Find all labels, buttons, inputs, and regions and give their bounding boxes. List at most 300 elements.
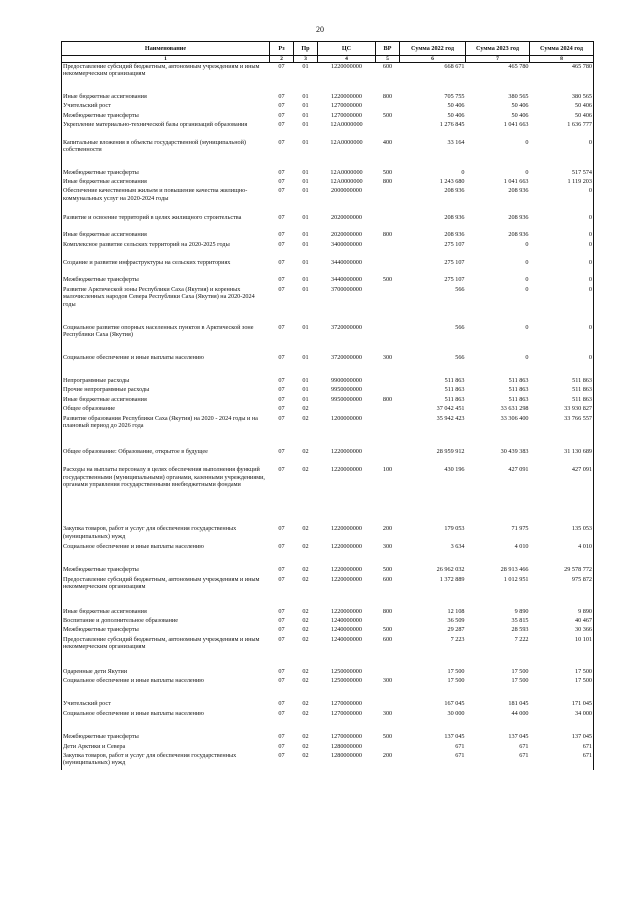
row-sum-2023: 17 500 xyxy=(511,676,529,684)
row-cs: 3440000000 xyxy=(331,258,362,266)
header-sum-2023: Сумма 2023 год xyxy=(466,42,530,56)
row-rz: 07 xyxy=(278,635,285,643)
row-cs: 1270000000 xyxy=(331,111,362,119)
row-pr: 02 xyxy=(302,667,309,675)
row-sum-2024: 33 766 557 xyxy=(530,415,594,433)
row-cs: 12А0000000 xyxy=(330,138,363,146)
row-vr: 300 xyxy=(382,543,393,551)
row-sum-2024: 17 500 xyxy=(530,677,594,686)
row-pr: 02 xyxy=(302,617,309,624)
row-sum-2022: 668 671 xyxy=(444,63,465,70)
row-cs: 1250000000 xyxy=(331,676,362,684)
row-sum-2022: 36 509 xyxy=(447,617,465,624)
row-pr: 02 xyxy=(302,709,309,717)
table-row xyxy=(62,259,594,277)
row-vr xyxy=(376,686,400,709)
row-cs: 9950000000 xyxy=(331,395,362,403)
row-sum-2023: 181 045 xyxy=(508,700,529,708)
row-name: Одаренные дети Якутии xyxy=(62,654,270,677)
row-sum-2023: 511 863 xyxy=(508,377,529,385)
table-header-row xyxy=(62,42,594,56)
row-sum-2023: 671 xyxy=(519,742,529,750)
row-rz: 07 xyxy=(278,111,285,119)
table-row xyxy=(62,710,594,719)
row-sum-2023: 1 041 663 xyxy=(503,120,529,128)
row-cs: 3700000000 xyxy=(331,285,362,293)
row-sum-2024: 517 574 xyxy=(530,157,594,178)
row-pr: 01 xyxy=(302,395,309,403)
row-cs: 12А0000000 xyxy=(330,120,363,128)
row-vr: 600 xyxy=(382,63,393,70)
row-rz: 07 xyxy=(278,102,285,110)
row-name: Социальное обеспечение и иные выплаты населению xyxy=(62,710,270,719)
row-name: Развитие Арктической зоны Республики Саха (Якутия) и коренных малочисленных народов Севера Республики Саха (Якутия) на 2020-2024 годы xyxy=(62,286,270,312)
row-rz: 07 xyxy=(278,733,285,741)
row-vr: 800 xyxy=(382,231,393,239)
table-row xyxy=(62,102,594,111)
row-sum-2022: 566 xyxy=(455,323,465,331)
row-sum-2023: 511 863 xyxy=(508,395,529,403)
row-name: Межбюджетные трансферты xyxy=(62,626,270,635)
row-pr: 02 xyxy=(302,466,309,474)
table-row xyxy=(62,139,594,157)
row-sum-2024: 0 xyxy=(530,312,594,342)
row-cs: 3720000000 xyxy=(331,323,362,331)
row-name: Укрепление материально-технической базы организаций образования xyxy=(62,121,270,139)
row-vr: 400 xyxy=(382,138,393,146)
column-number: 6 xyxy=(400,56,466,63)
row-vr: 800 xyxy=(382,607,393,615)
row-pr: 01 xyxy=(302,353,309,361)
budget-table xyxy=(61,41,594,770)
row-sum-2023: 17 500 xyxy=(511,667,529,675)
row-sum-2022: 208 936 xyxy=(444,213,465,221)
header-rz: Рз xyxy=(270,42,294,56)
row-cs xyxy=(318,405,376,414)
row-vr: 200 xyxy=(382,751,393,759)
row-cs: 1200000000 xyxy=(331,414,362,422)
table-row xyxy=(62,286,594,312)
row-sum-2022: 29 287 xyxy=(447,626,465,634)
table-row xyxy=(62,363,594,386)
row-sum-2022: 0 xyxy=(461,168,465,176)
row-pr: 01 xyxy=(302,187,309,195)
row-sum-2023: 28 593 xyxy=(511,626,529,634)
row-rz: 07 xyxy=(278,285,285,293)
table-row xyxy=(62,178,594,187)
row-sum-2023: 137 045 xyxy=(508,733,529,741)
row-name: Иные бюджетные ассигнования xyxy=(62,231,270,240)
row-rz: 07 xyxy=(278,575,285,583)
row-sum-2024: 50 406 xyxy=(530,102,594,111)
row-name: Межбюджетные трансферты xyxy=(62,276,270,285)
row-sum-2022: 511 863 xyxy=(444,377,465,385)
row-rz: 07 xyxy=(278,276,285,284)
row-pr: 02 xyxy=(302,525,309,533)
row-sum-2022: 35 942 423 xyxy=(436,414,465,422)
row-rz: 07 xyxy=(278,709,285,717)
row-rz: 07 xyxy=(278,607,285,615)
row-name: Социальное обеспечение и иные выплаты населению xyxy=(62,543,270,552)
row-rz: 07 xyxy=(278,92,285,100)
row-cs: 1220000000 xyxy=(331,543,362,551)
row-rz: 07 xyxy=(278,742,285,750)
row-vr xyxy=(376,415,400,433)
table-row xyxy=(62,396,594,405)
table-row xyxy=(62,241,594,259)
row-sum-2024: 511 863 xyxy=(530,386,594,395)
row-sum-2023: 28 913 466 xyxy=(500,566,529,574)
row-name: Развитие и освоение территорий в целях жилищного строительства xyxy=(62,214,270,232)
row-name: Общее образование: Образование, открытое в будущее xyxy=(62,432,270,466)
row-pr: 01 xyxy=(302,120,309,128)
row-name: Закупка товаров, работ и услуг для обеспечения государственных (муниципальных) нужд xyxy=(62,752,270,770)
row-name: Учительский рост xyxy=(62,102,270,111)
row-pr: 02 xyxy=(302,414,309,422)
row-pr: 02 xyxy=(302,676,309,684)
row-name: Предоставление субсидий бюджетным, автономным учреждениям и иным некоммерческим организациям xyxy=(62,576,270,594)
row-sum-2022: 33 164 xyxy=(447,138,465,146)
row-name: Капитальные вложения в объекты государственной (муниципальной) собственности xyxy=(62,139,270,157)
row-pr: 01 xyxy=(302,285,309,293)
row-sum-2023: 465 780 xyxy=(508,63,529,70)
row-cs: 1220000000 xyxy=(331,575,362,583)
row-sum-2023: 71 975 xyxy=(511,525,529,533)
row-name: Развитие образования Республики Саха (Якутия) на 2020 - 2024 годы и на плановый период до 2026 года xyxy=(62,415,270,433)
row-sum-2023: 0 xyxy=(525,168,529,176)
table-row xyxy=(62,576,594,594)
row-name: Предоставление субсидий бюджетным, автономным учреждениям и иным некоммерческим организациям xyxy=(62,63,270,81)
row-cs: 9950000000 xyxy=(331,386,362,394)
column-number: 8 xyxy=(530,56,594,63)
row-rz: 07 xyxy=(278,187,285,195)
column-number: 7 xyxy=(466,56,530,63)
row-pr: 01 xyxy=(302,177,309,185)
row-name: Непрограммные расходы xyxy=(62,363,270,386)
row-sum-2022: 17 500 xyxy=(447,676,465,684)
table-row xyxy=(62,231,594,240)
row-rz: 07 xyxy=(278,231,285,239)
row-name: Иные бюджетные ассигнования xyxy=(62,81,270,102)
row-rz: 07 xyxy=(278,405,285,413)
row-sum-2024: 0 xyxy=(530,241,594,259)
row-pr: 01 xyxy=(302,111,309,119)
row-rz: 07 xyxy=(278,525,285,533)
row-cs: 1250000000 xyxy=(331,667,362,675)
row-vr xyxy=(376,312,400,342)
row-vr xyxy=(376,286,400,312)
row-cs: 1280000000 xyxy=(331,751,362,759)
row-pr: 02 xyxy=(302,751,309,759)
row-sum-2023: 7 222 xyxy=(514,635,529,643)
row-vr xyxy=(376,241,400,259)
row-sum-2022: 1 372 889 xyxy=(439,575,465,583)
row-vr: 500 xyxy=(382,626,393,634)
table-row xyxy=(62,187,594,213)
table-row xyxy=(62,743,594,752)
row-sum-2022: 179 053 xyxy=(444,525,465,533)
column-number: 2 xyxy=(270,56,294,63)
row-pr: 01 xyxy=(302,231,309,239)
row-sum-2023: 0 xyxy=(525,323,529,331)
table-row xyxy=(62,415,594,433)
row-sum-2023: 380 565 xyxy=(508,92,529,100)
row-cs: 1220000000 xyxy=(331,63,362,70)
row-sum-2022: 511 863 xyxy=(444,395,465,403)
row-sum-2024: 171 045 xyxy=(530,686,594,709)
table-row xyxy=(62,112,594,121)
row-sum-2023: 0 xyxy=(525,240,529,248)
row-sum-2022: 275 107 xyxy=(444,258,465,266)
row-sum-2022: 430 196 xyxy=(444,466,465,474)
row-sum-2024: 33 930 827 xyxy=(530,405,594,414)
page-number: 20 xyxy=(316,25,324,34)
row-sum-2022: 7 223 xyxy=(450,635,465,643)
row-name: Межбюджетные трансферты xyxy=(62,719,270,742)
row-rz: 07 xyxy=(278,543,285,551)
row-sum-2024: 671 xyxy=(530,752,594,770)
row-vr xyxy=(376,121,400,139)
row-pr: 02 xyxy=(302,575,309,583)
row-sum-2024: 34 000 xyxy=(530,710,594,719)
row-sum-2024: 9 890 xyxy=(530,594,594,617)
row-sum-2023: 33 306 400 xyxy=(500,414,529,422)
row-sum-2022: 566 xyxy=(455,285,465,293)
table-row xyxy=(62,509,594,543)
row-sum-2022: 566 xyxy=(455,353,465,361)
row-sum-2023: 33 631 298 xyxy=(500,405,529,413)
row-cs: 1220000000 xyxy=(331,448,362,456)
row-sum-2024: 10 101 xyxy=(530,636,594,654)
row-rz: 07 xyxy=(278,138,285,146)
row-rz: 07 xyxy=(278,377,285,385)
row-sum-2023: 671 xyxy=(519,751,529,759)
row-sum-2022: 167 045 xyxy=(444,700,465,708)
column-number: 1 xyxy=(62,56,270,63)
row-sum-2022: 208 936 xyxy=(444,231,465,239)
table-row xyxy=(62,63,594,81)
row-sum-2022: 28 959 912 xyxy=(436,448,465,456)
row-pr: 01 xyxy=(302,386,309,394)
row-name: Учительский рост xyxy=(62,686,270,709)
row-vr xyxy=(376,102,400,111)
row-vr: 500 xyxy=(382,111,393,119)
row-sum-2022: 37 042 451 xyxy=(436,405,465,413)
row-name: Иные бюджетные ассигнования xyxy=(62,396,270,405)
row-rz: 07 xyxy=(278,240,285,248)
table-row xyxy=(62,719,594,742)
row-vr xyxy=(376,259,400,277)
table-row xyxy=(62,636,594,654)
row-sum-2024: 1 636 777 xyxy=(530,121,594,139)
table-row xyxy=(62,654,594,677)
row-pr: 01 xyxy=(302,213,309,221)
row-vr xyxy=(376,617,400,626)
row-pr: 02 xyxy=(302,733,309,741)
row-sum-2023: 1 012 951 xyxy=(503,575,529,583)
row-pr: 02 xyxy=(302,742,309,750)
row-pr: 02 xyxy=(302,543,309,551)
row-cs: 1270000000 xyxy=(331,709,362,717)
row-cs: 12А0000000 xyxy=(330,168,363,176)
row-cs: 3400000000 xyxy=(331,240,362,248)
row-rz: 07 xyxy=(278,120,285,128)
row-cs: 1270000000 xyxy=(331,733,362,741)
row-cs: 1270000000 xyxy=(331,102,362,110)
row-rz: 07 xyxy=(278,386,285,394)
row-cs: 2020000000 xyxy=(331,231,362,239)
row-sum-2023: 50 406 xyxy=(511,111,529,119)
table-row xyxy=(62,405,594,414)
row-rz: 07 xyxy=(278,626,285,634)
table-body xyxy=(62,63,594,770)
row-sum-2022: 50 406 xyxy=(447,102,465,110)
row-sum-2024: 137 045 xyxy=(530,719,594,742)
row-sum-2024: 31 130 689 xyxy=(530,432,594,466)
table-row xyxy=(62,214,594,232)
row-rz: 07 xyxy=(278,466,285,474)
row-sum-2023: 208 936 xyxy=(508,231,529,239)
row-vr xyxy=(376,214,400,232)
row-sum-2022: 26 962 032 xyxy=(436,566,465,574)
row-sum-2024: 0 xyxy=(530,342,594,363)
row-sum-2022: 50 406 xyxy=(447,111,465,119)
row-name: Предоставление субсидий бюджетным, автономным учреждениям и иным некоммерческим организациям xyxy=(62,636,270,654)
table-row xyxy=(62,386,594,395)
row-sum-2024: 380 565 xyxy=(530,81,594,102)
row-rz: 07 xyxy=(278,700,285,708)
row-sum-2023: 4 010 xyxy=(514,543,529,551)
row-rz: 07 xyxy=(278,414,285,422)
row-pr: 02 xyxy=(302,700,309,708)
header-name: Наименование xyxy=(62,42,270,56)
row-vr: 600 xyxy=(382,635,393,643)
row-cs: 1220000000 xyxy=(331,92,362,100)
row-vr: 800 xyxy=(382,177,393,185)
row-vr: 800 xyxy=(382,395,393,403)
row-vr: 600 xyxy=(382,575,393,583)
row-vr xyxy=(376,654,400,677)
row-sum-2024: 135 053 xyxy=(530,509,594,543)
row-name: Межбюджетные трансферты xyxy=(62,552,270,575)
row-sum-2024: 975 872 xyxy=(530,576,594,594)
row-sum-2024: 511 863 xyxy=(530,363,594,386)
row-name: Иные бюджетные ассигнования xyxy=(62,178,270,187)
row-cs: 12А0000000 xyxy=(330,177,363,185)
row-vr: 100 xyxy=(382,466,393,474)
row-sum-2023: 208 936 xyxy=(508,187,529,195)
row-sum-2024: 29 578 772 xyxy=(530,552,594,575)
row-pr: 01 xyxy=(302,276,309,284)
row-vr: 500 xyxy=(382,276,393,284)
row-sum-2024: 0 xyxy=(530,259,594,277)
row-sum-2022: 1 276 845 xyxy=(439,120,465,128)
row-rz: 07 xyxy=(278,395,285,403)
row-name: Социальное обеспечение и иные выплаты населению xyxy=(62,677,270,686)
table-row xyxy=(62,752,594,770)
row-sum-2024: 0 xyxy=(530,276,594,285)
row-sum-2022: 137 045 xyxy=(444,733,465,741)
table-row xyxy=(62,552,594,575)
row-sum-2023: 208 936 xyxy=(508,213,529,221)
row-rz: 07 xyxy=(278,258,285,266)
column-number: 3 xyxy=(294,56,318,63)
row-sum-2024: 17 500 xyxy=(530,654,594,677)
row-vr xyxy=(376,432,400,466)
row-cs: 1220000000 xyxy=(331,566,362,574)
row-sum-2023: 30 439 383 xyxy=(500,448,529,456)
row-sum-2024: 30 366 xyxy=(530,626,594,635)
row-sum-2024: 0 xyxy=(530,231,594,240)
row-sum-2023: 9 890 xyxy=(514,607,529,615)
table-row xyxy=(62,626,594,635)
row-pr: 02 xyxy=(302,566,309,574)
header-pr: Пр xyxy=(294,42,318,56)
row-sum-2023: 0 xyxy=(525,258,529,266)
row-rz: 07 xyxy=(278,168,285,176)
row-name: Социальное обеспечение и иные выплаты населению xyxy=(62,342,270,363)
row-sum-2023: 0 xyxy=(525,138,529,146)
header-vr: ВР xyxy=(376,42,400,56)
column-number: 4 xyxy=(318,56,376,63)
row-name: Закупка товаров, работ и услуг для обеспечения государственных (муниципальных) нужд xyxy=(62,509,270,543)
row-cs: 9900000000 xyxy=(331,377,362,385)
row-cs: 1240000000 xyxy=(331,617,362,624)
row-sum-2024: 0 xyxy=(530,214,594,232)
row-sum-2022: 511 863 xyxy=(444,386,465,394)
row-sum-2023: 1 041 663 xyxy=(503,177,529,185)
row-pr: 01 xyxy=(302,258,309,266)
table-row xyxy=(62,543,594,552)
row-pr: 01 xyxy=(302,240,309,248)
row-rz: 07 xyxy=(278,323,285,331)
row-sum-2023: 0 xyxy=(525,276,529,284)
row-name: Расходы на выплаты персоналу в целях обеспечения выполнения функций государственными (муниципальными) органами, казенными учреждениями, органами управления государственными внебюджетными фондами xyxy=(62,466,270,509)
row-cs: 1240000000 xyxy=(331,635,362,643)
row-rz: 07 xyxy=(278,353,285,361)
row-rz: 07 xyxy=(278,667,285,675)
row-pr: 02 xyxy=(302,448,309,456)
row-rz: 07 xyxy=(278,213,285,221)
row-vr: 500 xyxy=(382,168,393,176)
row-sum-2022: 1 243 680 xyxy=(439,177,465,185)
row-rz: 07 xyxy=(278,676,285,684)
row-sum-2024: 1 119 203 xyxy=(530,178,594,187)
row-cs: 1220000000 xyxy=(331,607,362,615)
row-sum-2023: 0 xyxy=(525,285,529,293)
row-sum-2022: 17 500 xyxy=(447,667,465,675)
column-number-row xyxy=(62,56,594,63)
row-rz: 07 xyxy=(278,448,285,456)
row-sum-2023: 44 000 xyxy=(511,709,529,717)
row-vr xyxy=(376,386,400,395)
table-row xyxy=(62,594,594,617)
row-cs: 1240000000 xyxy=(331,626,362,634)
row-name: Социальное развитие опорных населенных пунктов в Арктической зоне Республики Саха (Якутия) xyxy=(62,312,270,342)
row-sum-2024: 0 xyxy=(530,286,594,312)
table-row xyxy=(62,81,594,102)
row-pr: 02 xyxy=(302,635,309,643)
table-row xyxy=(62,157,594,178)
row-sum-2024: 427 091 xyxy=(530,466,594,509)
row-sum-2022: 30 000 xyxy=(447,709,465,717)
row-name: Комплексное развитие сельских территорий на 2020-2025 годы xyxy=(62,241,270,259)
row-pr: 01 xyxy=(302,168,309,176)
row-pr: 01 xyxy=(302,138,309,146)
row-sum-2023: 511 863 xyxy=(508,386,529,394)
row-vr: 800 xyxy=(382,92,393,100)
row-rz: 07 xyxy=(278,566,285,574)
